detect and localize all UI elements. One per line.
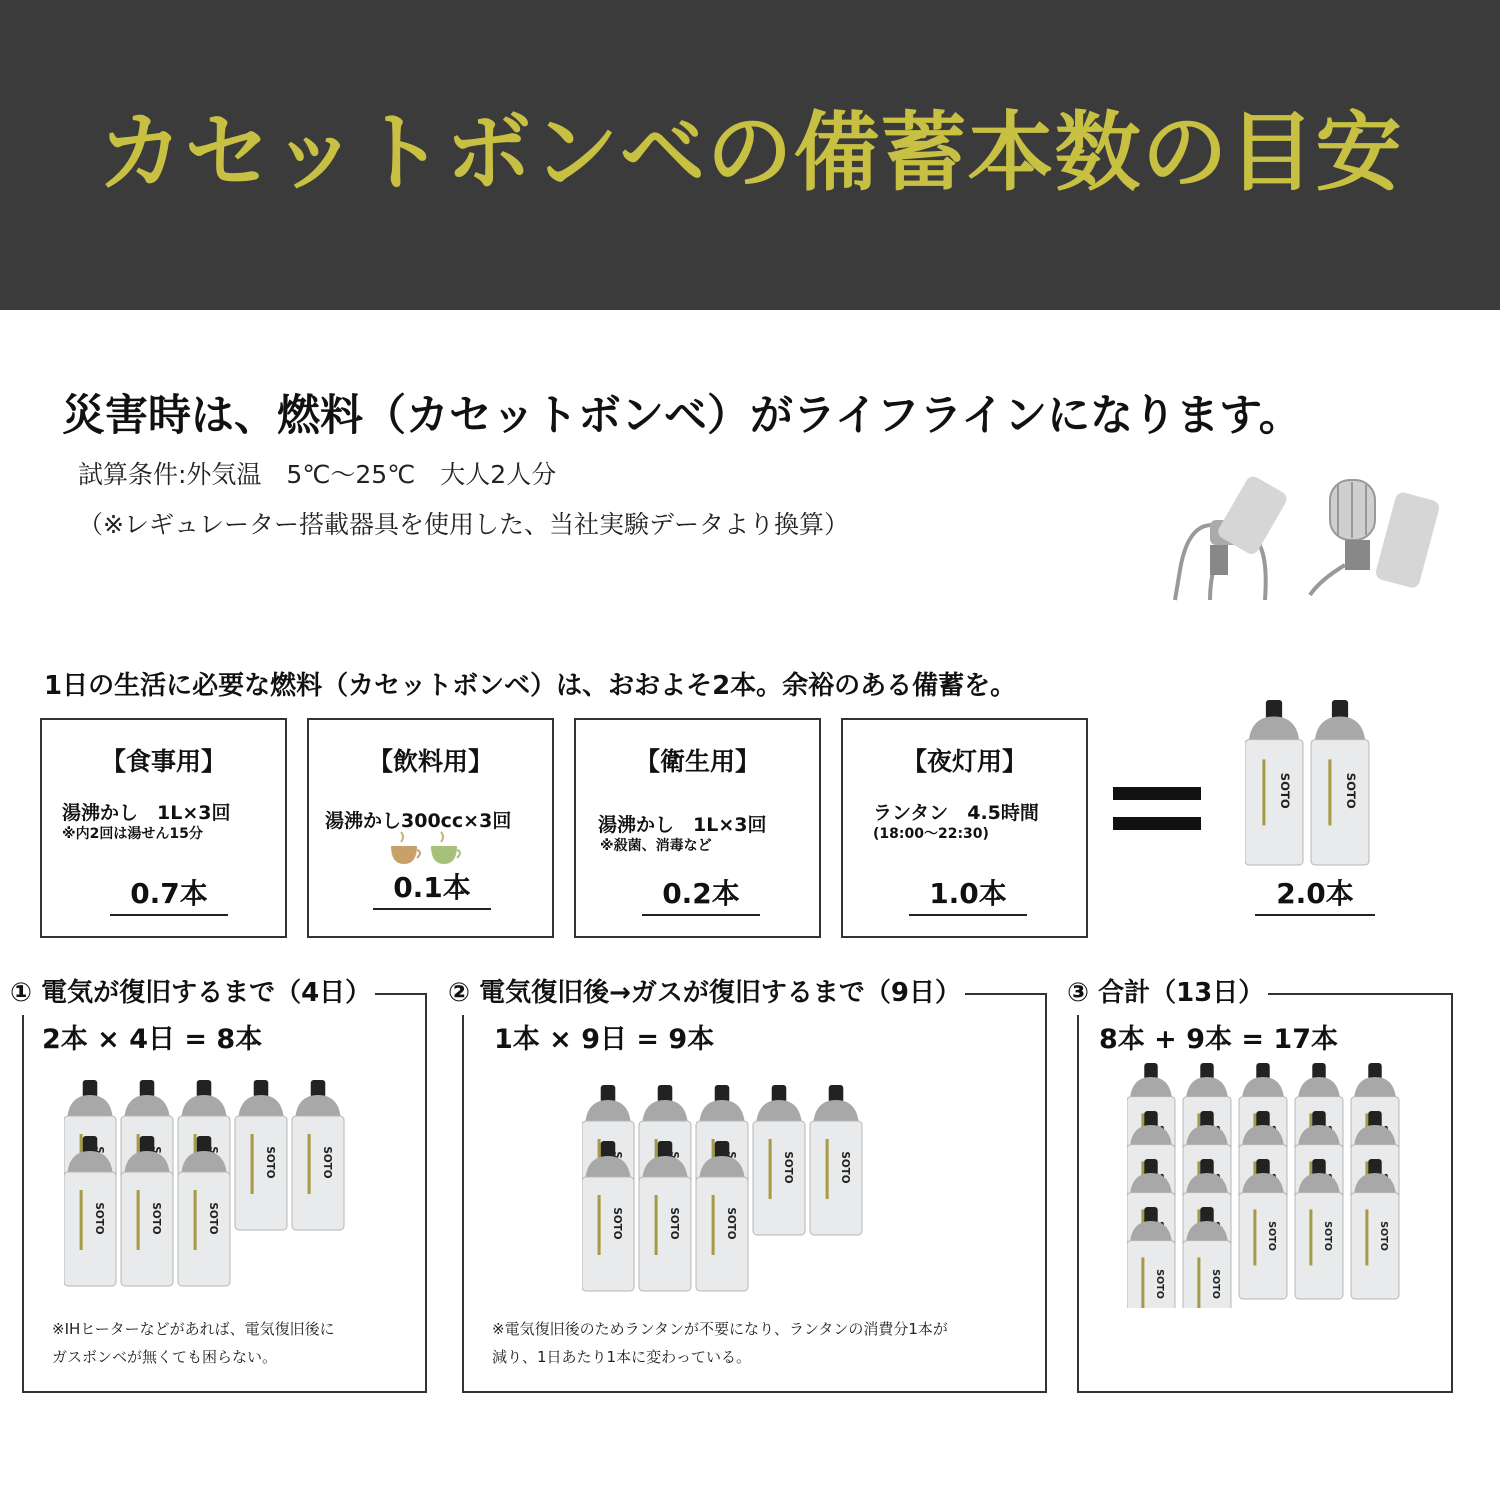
phase-footnote: ガスボンベが無くても困らない。 (52, 1348, 278, 1366)
phase-footnote: ※IHヒーターなどがあれば、電気復旧後に (52, 1320, 335, 1338)
can-brand-label: SOTO (1209, 1269, 1221, 1299)
canister-group (1127, 1063, 1417, 1308)
can-brand-label: SOTO (93, 1202, 106, 1235)
can-group-phase-2 (582, 1085, 882, 1304)
usage-title: 【衛生用】 (634, 747, 760, 776)
phase-title: ② 電気復旧後→ガスが復旧するまで（9日） (448, 971, 965, 1015)
can-brand-label: SOTO (1265, 1221, 1277, 1251)
tea-cup-icon (389, 830, 469, 870)
usage-box-night-light (841, 718, 1088, 938)
phase-calc: 1本 × 9日 = 9本 (494, 1024, 715, 1055)
can-brand-label: SOTO (1277, 772, 1292, 809)
can-brand-label: SOTO (1377, 1221, 1389, 1251)
usage-box-hygiene (574, 718, 821, 938)
usage-title: 【飲料用】 (367, 747, 493, 776)
can-brand-label: SOTO (782, 1151, 795, 1184)
can-brand-label: SOTO (725, 1207, 738, 1240)
phase-calc: 8本 + 9本 = 17本 (1099, 1024, 1338, 1055)
gas-canister-icon (753, 1085, 805, 1235)
can-group-phase-1 (64, 1080, 364, 1299)
summary-text: 1日の生活に必要な燃料（カセットボンベ）は、おおよそ2本。余裕のある備蓄を。 (44, 671, 1017, 701)
usage-box-meal (40, 718, 287, 938)
usage-desc: 湯沸かし 1L×3回 (598, 814, 767, 836)
usage-title: 【食事用】 (100, 747, 226, 776)
can-brand-label: SOTO (839, 1151, 852, 1184)
can-brand-label: SOTO (1343, 772, 1358, 809)
gas-canister-icon (1245, 700, 1303, 865)
can-brand-label: SOTO (321, 1146, 334, 1179)
can-group-total (1245, 700, 1385, 874)
usage-note: ※内2回は湯せん15分 (62, 826, 203, 842)
usage-desc: 湯沸かし 1L×3回 (62, 802, 231, 824)
phase-title: ① 電気が復旧するまで（4日） (10, 971, 375, 1015)
usage-value: 1.0本 (909, 872, 1027, 916)
phase-title: ③ 合計（13日） (1067, 971, 1268, 1015)
canister-group (582, 1085, 882, 1300)
usage-box-drink (307, 718, 554, 938)
usage-note: (18:00～22:30) (873, 826, 989, 842)
header-banner (0, 0, 1500, 310)
usage-value: 0.2本 (642, 872, 760, 916)
gas-canister-icon (292, 1080, 344, 1230)
can-brand-label: SOTO (264, 1146, 277, 1179)
gas-canister-icon (1311, 700, 1369, 865)
canister-group (1245, 700, 1385, 870)
usage-value: 0.7本 (110, 872, 228, 916)
stove-lantern-illustration (1170, 470, 1460, 610)
phase-box-2 (448, 978, 1047, 1393)
can-brand-label: SOTO (1153, 1269, 1165, 1299)
phase-box-1 (10, 978, 427, 1393)
can-brand-label: SOTO (150, 1202, 163, 1235)
phase-footnote: ※電気復旧後のためランタンが不要になり、ランタンの消費分1本が (492, 1320, 948, 1338)
usage-desc: ランタン 4.5時間 (873, 802, 1039, 824)
equals-sign-top (1113, 787, 1201, 800)
test-conditions-note: （※レギュレーター搭載器具を使用した、当社実験データより換算） (78, 510, 849, 539)
usage-desc: 湯沸かし300cc×3回 (325, 810, 512, 832)
can-brand-label: SOTO (611, 1207, 624, 1240)
page-title: カセットボンベの備蓄本数の目安 (97, 103, 1403, 203)
equals-sign-bottom (1113, 817, 1201, 830)
phase-box-3 (1067, 978, 1453, 1393)
usage-note: ※殺菌、消毒など (600, 838, 712, 854)
usage-title: 【夜灯用】 (901, 747, 1027, 776)
canister-group (64, 1080, 364, 1295)
headline: 災害時は、燃料（カセットボンベ）がライフラインになります。 (62, 391, 1302, 441)
gas-canister-icon (235, 1080, 287, 1230)
can-group-phase-3 (1127, 1063, 1417, 1312)
phase-calc: 2本 × 4日 = 8本 (42, 1024, 263, 1055)
total-value: 2.0本 (1255, 872, 1375, 916)
test-conditions: 試算条件:外気温 5℃～25℃ 大人2人分 (78, 460, 557, 489)
can-brand-label: SOTO (1321, 1221, 1333, 1251)
usage-value: 0.1本 (373, 866, 491, 910)
phase-footnote: 減り、1日あたり1本に変わっている。 (492, 1348, 751, 1366)
can-brand-label: SOTO (207, 1202, 220, 1235)
can-brand-label: SOTO (668, 1207, 681, 1240)
gas-canister-icon (810, 1085, 862, 1235)
